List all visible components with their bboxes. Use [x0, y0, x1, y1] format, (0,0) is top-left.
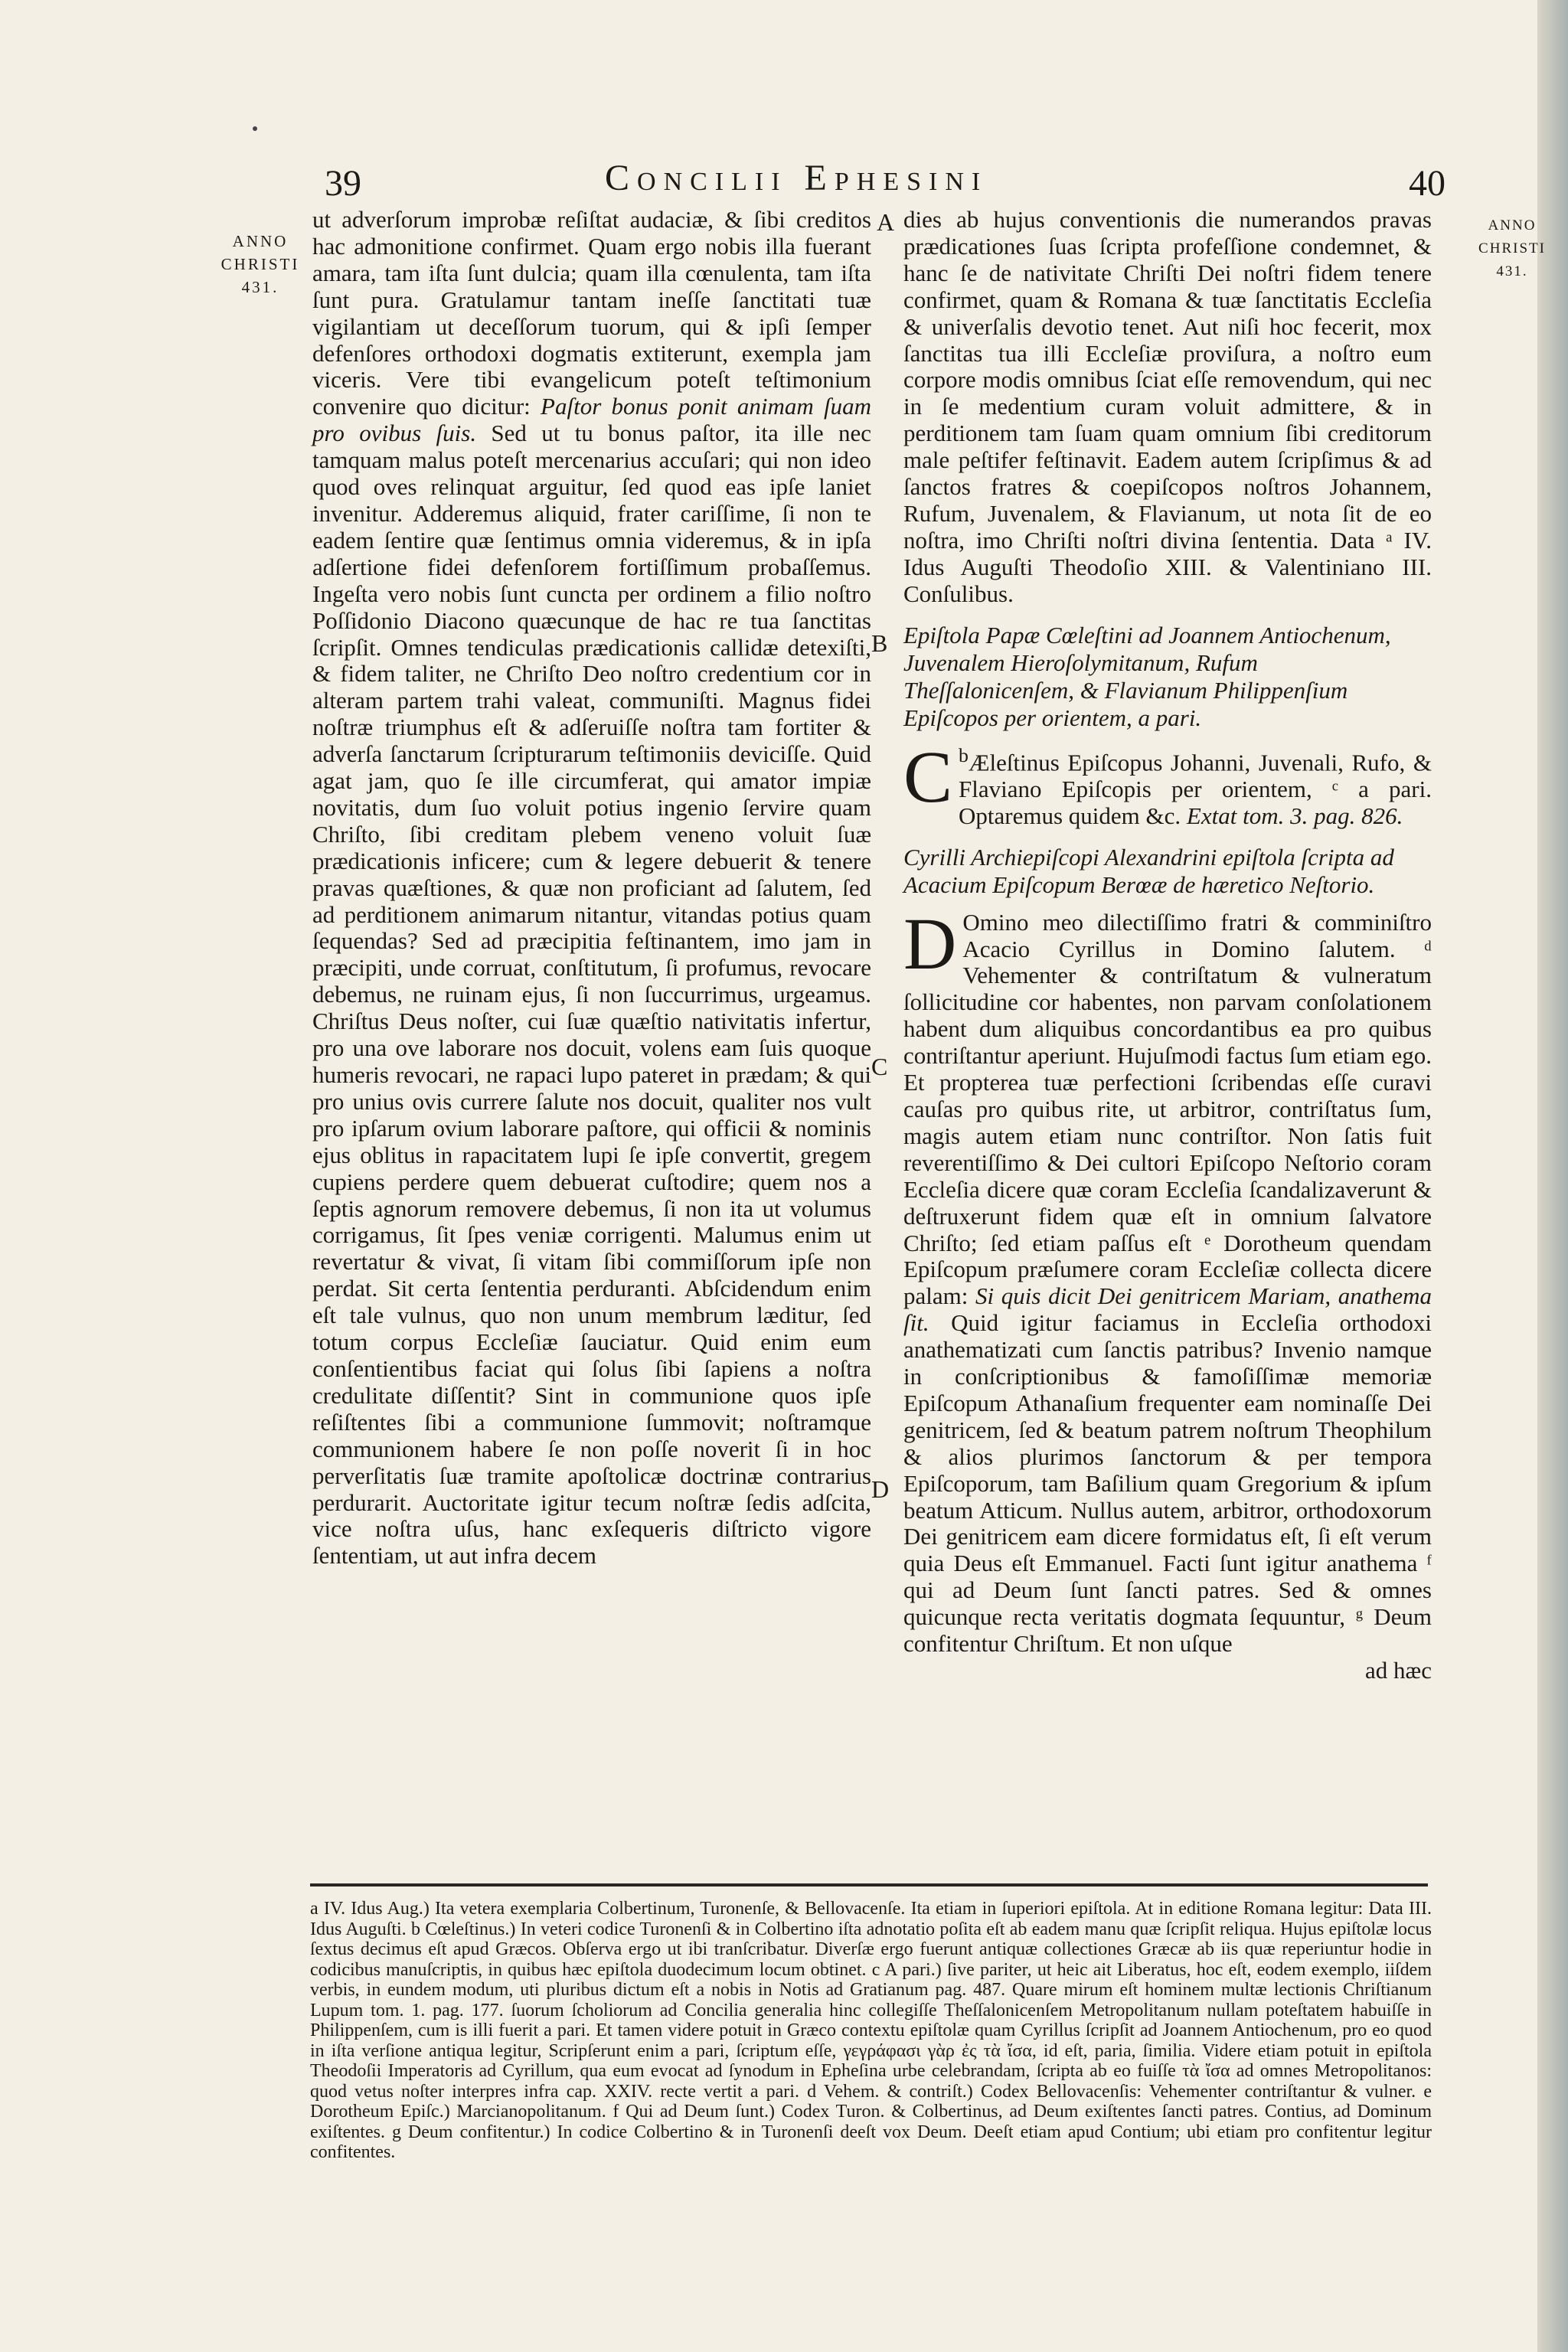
- scripture-quote: Paſtor bonus ponit animam ſuam pro ovibus ſuis.: [312, 393, 872, 447]
- letter-text-continued: Sed ut tu bonus paſtor, ita ille nec tamquam malus poteſt mercenarius accuſari; qui non ideo quod oves relinquat arguitur, ſed quod eas ipſe laniet invenitur. Adderemus aliquid, frater cariſſime, ſi non te eadem ſentire quæ ſentimus omnia videremus, & in ipſa adſertione fidei defenſorem fortiſſimum probaſſemus. Ingeſta vero nobis ſunt cuncta per ordinem a filio noſtro Poſſidonio Diacono quæcunque de hac re tua ſanctitas ſcripſit. Omnes tendiculas prædicationis callidæ detexiſti, & fidem taliter, ne Chriſto Deo noſtro credentium cor in alteram partem trahi valeat, communiſti. Magnus fidei noſtræ triumphus eſt & adſeruiſſe noſtra tam fortiter & adverſa ſanctarum ſcripturarum teſtimoniis deviciſſe. Quid agat jam, quo ſe ille circumferat, qui amator impiæ novitatis, dum ſuo voluit potius ingenio ſervire quam Chriſto, ſibi creditam plebem veneno voluit ſuæ prædicationis inficere; cum & legere debuerit & tenere pravas quæſtiones, & quæ non proficiant ad ſalutem, ſed ad perditionem animarum nitantur, vitandas potius quam ſequendas? Sed ad præcipitia feſtinantem, imo jam in præcipiti, unde corruat, conſtitutum, ſi profumus, revocare debemus, ne ruinam ejus, ſi non ſuccurrimus, urgeamus. Chriſtus Deus noſter, cui ſuæ quæſtio nativitatis infertur, pro una ove laborare nos docuit, volens eam ſuis quoque humeris revocari, ne rapaci lupo pateret in prædam; & qui pro unius ovis currere ſalute nos docuit, qualiter nos vult pro ipſarum ovium laborare paſtore, qui officii & nominis ejus oblitus in rapacitatem lupi ſe ipſe convertit, gregem cupiens perdere quem debuerat cuſtodire; quem nos a ſeptis agnorum removere debemus, ſi non ita ut volumus corrigamus, ſit ſpes veniæ corrigenti. Malumus enim ut revertatur & vivat, ſi vitam ſibi commiſſorum ipſe non perdat. Sit certa ſententia perduranti. Abſcidendum enim eſt tale vulnus, quo non unum membrum læditur, ſed totum corpus Eccleſiæ ſauciatur. Quid enim eum conſentientibus faciat qui ſolus ſibi ſapiens a noſtra credulitate diſſentit? Sint in communione quos ipſe reſiſtentes ſibi a communione ſummovit; noſtramque communionem habere ſe non poſſe noverit ſi in hoc perverſitatis ſuæ tramite apoſtolicæ doctrinæ contrarius perdurarit. Auctoritate igitur tecum noſtræ ſedis adſcita, vice noſtra uſus, hanc exſequeris diſtricto vigore ſententiam, ut aut infra decem: [312, 420, 872, 1570]
- margin-christi: CHRISTI: [220, 255, 300, 273]
- margin-anno: ANNO: [232, 232, 289, 250]
- letter-heading-cyril: Cyrilli Archiepiſcopi Alexandrini epiſtola ſcripta ad Acacium Epiſcopum Berœæ de hæretico Neſtorio.: [903, 843, 1394, 898]
- page-edge: [1537, 0, 1568, 2352]
- letter-text: ut adverſorum improbæ reſiſtat audaciæ, & ſibi creditos hac admonitione confirmet. Quam ergo nobis illa fuerant amara, tam iſta ſunt dulcia; quam illa cœnulenta, tam iſta ſunt pura. Gratulamur tantam ineſſe ſanctitati tuæ vigilantiam ut deceſſorum tuorum, qui & ipſi ſemper defenſores orthodoxi dogmatis extiterunt, exempla jam viceris. Vere tibi evangelicum poteſt teſtimonium convenire quo dicitur:: [312, 206, 871, 420]
- letter-heading-celestine: Epiſtola Papæ Cœleſtini ad Joannem Antiochenum, Juvenalem Hieroſolymitanum, Rufum Theſſalonicenſem, & Flavianum Philippenſium Epiſcopos per orientem, a pari.: [903, 621, 1391, 731]
- cyril-letter-text-continued: Quid igitur faciamus in Eccleſia orthodoxi anathematizati cum ſanctis patribus? Invenio namque in conſcriptionibus & famoſiſſimæ memoriæ Epiſcopum Athanaſium frequenter eam nominaſſe Dei genitricem, ſed & beatum patrem noſtrum Theophilum & alios plurimos ſanctorum & per tempora Epiſcoporum, tam Baſilium quam Gregorium & ipſum beatum Atticum. Nullus autem, arbitror, orthodoxorum Dei genitricem eam dicere formidatus eſt, ſi eſt verum quia Deus eſt Emmanuel. Facti ſunt igitur anathema ᶠ qui ad Deum ſunt ſancti patres. Sed & omnes quicunque recta veritatis dogmata ſequuntur, ᵍ Deum confitentur Chriſtum. Et non uſque: [903, 1309, 1432, 1658]
- reference: Extat tom. 3. pag. 826.: [1186, 802, 1403, 829]
- margin-anno: ANNO: [1488, 217, 1537, 234]
- margin-year-number: 431.: [241, 278, 279, 296]
- margin-year-left: [207, 230, 314, 299]
- cyril-letter-text: Omino meo dilectiſſimo fratri & comminiſtro Acacio Cyrillus in Domino ſalutem. ᵈ Vehementer & contriſtatum & vulneratum ſollicitudine cor habentes, non parvam conſolationem habent dum aliquibus concordantibus ea pro quibus contriſtantur aperiunt. Hujuſmodi factus ſum etiam ego. Et propterea tuæ perfectioni ſcribendas eſſe curavi cauſas pro quibus rite, ut arbitror, contriſtatus ſum, magis autem etiam nunc contriſtor. Non ſatis fuit reverentiſſimo & Dei cultori Epiſcopo Neſtorio coram Eccleſia dicere quæ coram Eccleſia ſcandalizaverunt & deſtruxerunt fidem quæ eſt in omnium ſalvatore Chriſto; ſed etiam paſſus eſt ᵉ Dorotheum quendam Epiſcopum præſumere coram Eccleſiæ collecta dicere palam:: [903, 908, 1432, 1310]
- left-column-text: [312, 207, 871, 1570]
- drop-cap: D: [903, 902, 957, 985]
- dorotheus-quote: Si quis dicit Dei genitricem Mariam, anathema ſit.: [903, 1282, 1432, 1337]
- catchword: ad hæc: [1365, 1657, 1432, 1684]
- section-letter-a: A: [877, 208, 895, 236]
- section-letter-d: D: [871, 1475, 890, 1503]
- footnotes: [310, 1899, 1432, 2163]
- margin-year-right: [1470, 214, 1554, 283]
- celestine-letter: [903, 735, 1432, 830]
- running-title: Concilii Ephesini: [605, 158, 988, 198]
- right-column: [903, 207, 1432, 1684]
- right-page-number: 40: [1409, 163, 1446, 204]
- ink-mark: [253, 126, 257, 131]
- margin-year-number: 431.: [1496, 263, 1528, 279]
- margin-christi: CHRISTI: [1478, 240, 1546, 256]
- cyril-letter: [903, 902, 1432, 1658]
- left-page-number: 39: [325, 163, 361, 204]
- left-column: [312, 207, 871, 1570]
- section-letter-c: C: [871, 1053, 888, 1080]
- celestine-letter-text: Æleſtinus Epiſcopus Johanni, Juvenali, Rufo, & Flaviano Epiſcopis per orientem, ᶜ a pari. Optaremus quidem &c.: [959, 748, 1432, 829]
- footnote-rule: [310, 1883, 1428, 1886]
- footnote-block: a IV. Idus Aug.) Ita vetera exemplaria Colbertinum, Turonenſe, & Bellovacenſe. Ita etiam in ſuperiori epiſtola. At in editione Romana legitur: Data III. Idus Auguſti. b Cœleſtinus.) In veteri codice Turonenſi & in Colbertino iſta adnotatio poſita eſt ab eadem manu quæ ſcripſit reliqua. Hujus epiſtolæ locus ſextus decimus eſt apud Græcos. Obſerva ergo ut ibi tranſcribatur. Diverſæ ergo fuerunt antiquæ collectiones Græcæ ab iis quæ reperiuntur hodie in codicibus manuſcriptis, in quibus hæc epiſtola duodecimum locum obtinet. c A pari.) ſive pariter, ut heic ait Liberatus, hoc eſt, eodem exemplo, iiſdem verbis, in eundem modum, uti pluribus dictum eſt a nobis in Notis ad Gratianum pag. 487. Quare mirum eſt hominem multæ lectionis Chriſtianum Lupum tom. 1. pag. 177. ſuorum ſcholiorum ad Concilia generalia hinc collegiſſe Theſſalonicenſem Metropolitanum nullam poteſtatem habuiſſe in Philippenſem, cum is illi fuerit a pari. Et tamen videre potuit in Græco contextu epiſtolæ quam Cyrillus ſcripſit ad Joannem Antiochenum, pro eo quod in iſta verſione antiqua legitur, Scripſerunt enim a pari, ſcriptum eſſe, γεγράφασι γὰρ ἐς τὰ ἴσα, id eſt, paria, ſimilia. Videre etiam potuit in epiſtola Theodoſii Imperatoris ad Cyrillum, qua eum evocat ad ſynodum in Epheſina urbe celebrandam, ſcripta ab eo fuiſſe τὰ ἴσα ad omnes Metropolitanos: quod vetus noſter interpres infra cap. XXIV. recte vertit a pari. d Vehem. & contriſt.) Codex Bellovacenſis: Vehementer contriſtantur & vulner. e Dorotheum Epiſc.) Marcianopolitanum. f Qui ad Deum ſunt.) Codex Turon. & Colbertinus, ad Deum exiſtentes ſancti patres. Contius, ad Dominum exiſtentes. g Deum confitentur.) In codice Colbertino & in Turonenſi deeſt vox Deum. Deeſt etiam apud Contium; ubi etiam pro confitentur legitur confitentes.: [310, 1899, 1432, 2162]
- section-letter-b: B: [871, 629, 888, 657]
- footnote-marker: b: [959, 743, 969, 766]
- right-column-text: dies ab hujus conventionis die numerandos pravas prædicationes ſuas ſcripta profeſſione condemnet, & hanc ſe de nativitate Chriſti Dei noſtri fidem tenere confirmet, quam & Romana & tuæ ſanctitatis Eccleſia & univerſalis devotio tenet. Aut niſi hoc fecerit, mox ſanctitas tua illi Eccleſiæ proviſura, a noſtro eum corpore modis omnibus ſciat eſſe removendum, qui nec in ſe medentium curam voluit admittere, & in perditionem tam ſuam quam omnium ſibi creditorum male peſtifer feſtinavit. Eadem autem ſcripſimus & ad ſanctos fratres & coepiſcopos noſtros Johannem, Rufum, Juvenalem, & Flavianum, ut nota ſit de eo noſtra, imo Chriſti noſtri divina ſententia. Data ᵃ IV. Idus Auguſti Theodoſio XIII. & Valentiniano III. Conſulibus.: [903, 206, 1432, 607]
- drop-cap: C: [903, 735, 953, 818]
